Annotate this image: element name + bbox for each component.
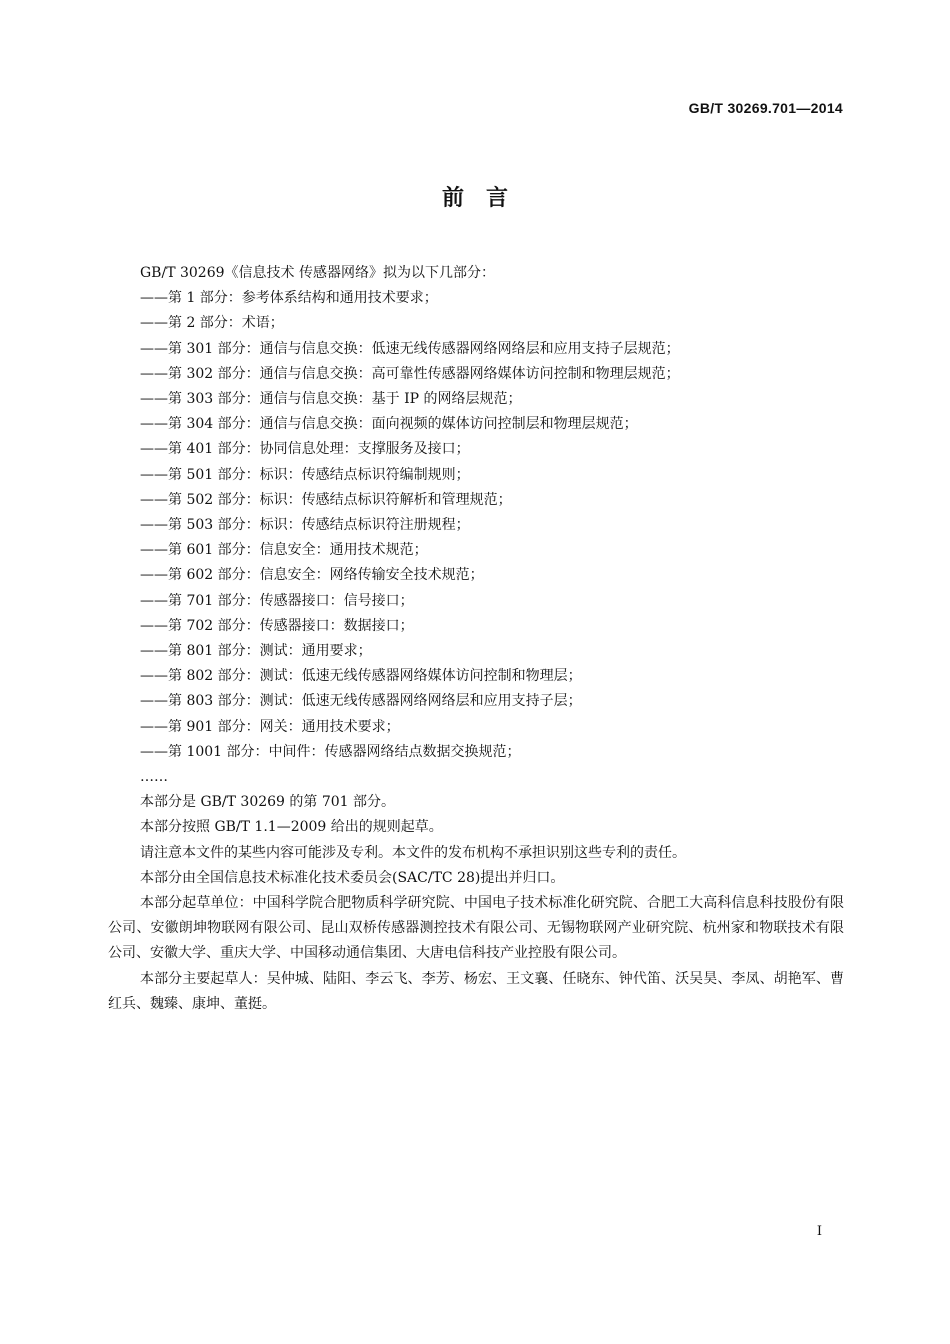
part-item: ——第 901 部分：网关：通用技术要求；: [140, 718, 400, 735]
drafting-units-paragraph: 本部分起草单位：中国科学院合肥物质科学研究院、中国电子技术标准化研究院、合肥工大高科信息科技股份有限公司、安徽朗坤物联网有限公司、昆山双桥传感器测控技术有限公司、无锡物联网产业研究院、杭州家和物联技术有限公司、安徽大学、重庆大学、中国移动通信集团、大唐电信科技产业控股有限公司。: [108, 895, 844, 962]
part-item: ——第 802 部分：测试：低速无线传感器网络媒体访问控制和物理层；: [140, 668, 582, 685]
part-item: ——第 702 部分：传感器接口：数据接口；: [140, 617, 414, 634]
part-item: ——第 501 部分：标识：传感结点标识符编制规则；: [140, 466, 470, 483]
part-item: ——第 304 部分：通信与信息交换：面向视频的媒体访问控制层和物理层规范；: [140, 416, 638, 433]
paragraph: 本部分按照 GB/T 1.1—2009 给出的规则起草。: [140, 819, 443, 836]
part-item: ——第 503 部分：标识：传感结点标识符注册规程；: [140, 517, 470, 534]
page-number: I: [816, 1224, 822, 1239]
page-title: 前 言: [441, 186, 508, 211]
part-item: ——第 502 部分：标识：传感结点标识符解析和管理规范；: [140, 491, 512, 508]
part-item: ——第 301 部分：通信与信息交换：低速无线传感器网络网络层和应用支持子层规范；: [140, 340, 680, 357]
paragraph: 请注意本文件的某些内容可能涉及专利。本文件的发布机构不承担识别这些专利的责任。: [140, 844, 686, 861]
ellipsis: ……: [140, 769, 168, 786]
paragraph: 本部分是 GB/T 30269 的第 701 部分。: [140, 794, 396, 811]
part-item: ——第 801 部分：测试：通用要求；: [140, 643, 372, 660]
part-item: ——第 701 部分：传感器接口：信号接口；: [140, 592, 414, 609]
part-item: ——第 803 部分：测试：低速无线传感器网络网络层和应用支持子层；: [140, 693, 582, 710]
part-item: ——第 1 部分：参考体系结构和通用技术要求；: [140, 290, 438, 307]
part-item: ——第 1001 部分：中间件：传感器网络结点数据交换规范；: [140, 743, 521, 760]
part-item: ——第 2 部分：术语；: [140, 315, 284, 332]
part-item: ——第 601 部分：信息安全：通用技术规范；: [140, 542, 428, 559]
standard-number: GB/T 30269.701—2014: [688, 100, 843, 116]
intro-line: GB/T 30269《信息技术 传感器网络》拟为以下几部分：: [140, 265, 495, 281]
paragraph: 本部分由全国信息技术标准化技术委员会(SAC/TC 28)提出并归口。: [140, 869, 565, 886]
drafters-paragraph: 本部分主要起草人：吴仲城、陆阳、李云飞、李芳、杨宏、王文襄、任晓东、钟代笛、沃吴昊、李凤、胡艳军、曹红兵、魏臻、康坤、董挺。: [108, 970, 844, 1012]
part-item: ——第 302 部分：通信与信息交换：高可靠性传感器网络媒体访问控制和物理层规范；: [140, 365, 680, 382]
part-item: ——第 602 部分：信息安全：网络传输安全技术规范；: [140, 567, 484, 584]
document-body: [108, 261, 844, 1017]
part-item: ——第 401 部分：协同信息处理：支撑服务及接口；: [140, 441, 470, 458]
part-item: ——第 303 部分：通信与信息交换：基于 IP 的网络层规范；: [140, 391, 522, 408]
